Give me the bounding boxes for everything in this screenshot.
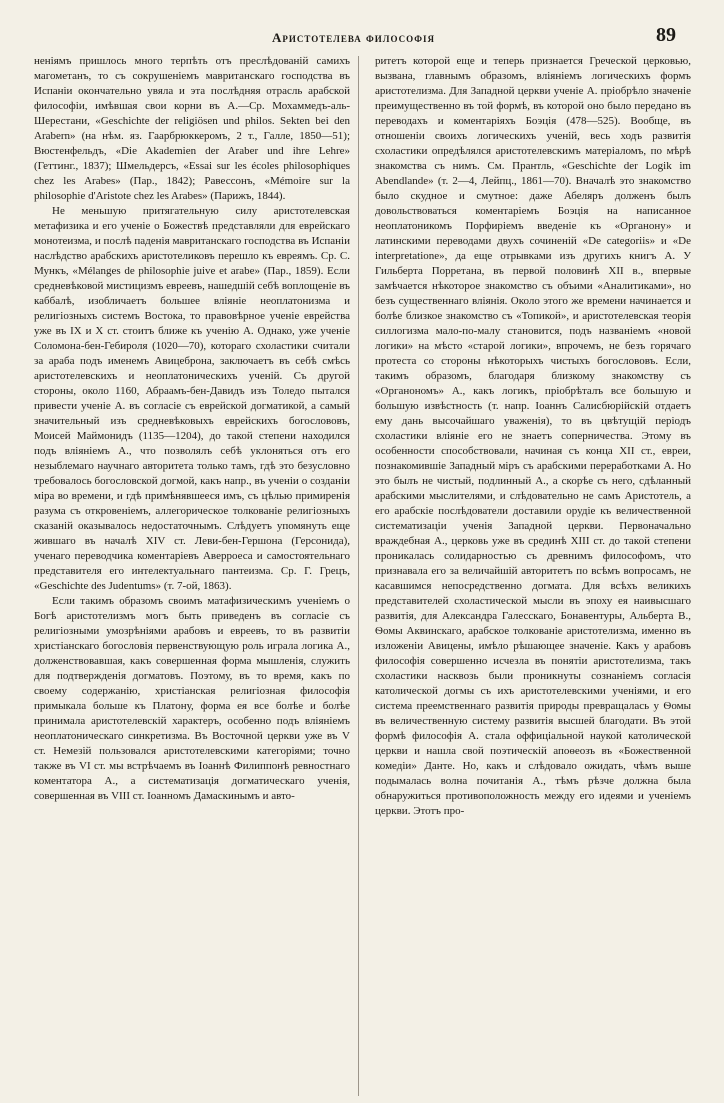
paragraph: Если такимъ образомъ своимъ матафизическимъ ученіемъ о Богѣ аристотелизмъ могъ быть приведенъ въ согласіе съ религіозными умозрѣніями арабовъ и евреевъ, то въ развитіи христіанскаго богословія первенствующую роль играла логика А., долженствовавшая, какъ совершенная форма мышленія, служить для подтвержденія догматовъ. Поэтому, въ то время, какъ по своему содержанію, христіанская религіозная философія примыкала больше къ Платону, форма ея все болѣе и болѣе принимала аристотелевскій характеръ, особенно подъ вліяніемъ неоплатоническаго синкретизма. Въ Восточной церкви уже въ V ст. Немезій пользовался аристотелевскими категоріями; точно также въ VI ст. мы встрѣчаемъ въ Іоаннѣ Филиппонѣ ревностнаго коментатора А., а систематизація догматическаго ученія, совершенная въ VIII ст. Іоанномъ Дамаскинымъ и авто-: [34, 595, 350, 802]
paragraph: неніямъ пришлось много терпѣть отъ преслѣдованій самихъ магометанъ, то съ сокрушеніемъ мавританскаго господства въ Испаніи окончательно увяла и эта послѣдняя отрасль арабской философіи, имѣвшая свои корни въ А.—Ср. Мохаммедъ-аль-Шерестани, «Geschichte der religiösen und philos. Sekten bei den Arabern» (на нѣм. яз. Гаарбрюккеромъ, 2 т., Галле, 1850—51); Вюстенфельдъ, «Die Akademien der Araber und ihre Lehre» (Геттинг., 1837); Шмельдерсъ, «Essai sur les écoles philosophiques chez les Arabes» (Пар., 1842); Равессонъ, «Mémoire sur la philosophie d'Aristote chez les Arabes» (Парижъ, 1844).: [34, 55, 350, 202]
left-column: [34, 54, 350, 804]
running-head: [0, 24, 724, 50]
page-number: 89: [656, 24, 676, 46]
column-divider: [358, 56, 359, 1096]
paragraph: ритетъ которой еще и теперь признается Греческой церковью, вызвана, главнымъ образомъ, вліяніемъ логическихъ формъ аристотелизма. Для Западной церкви ученіе А. пріобрѣло значеніе преимущественно въ той формѣ, въ которой оно было передано въ переводахъ и коментаріяхъ Боэція (478—525). Вообще, въ отношеніи своихъ логическихъ ученій, весь ходъ развитія схоластики опредѣлялся аристотелевскимъ матеріаломъ, по мѣрѣ знакомства съ нимъ. См. Прантль, «Geschichte der Logik im Abendlande» (т. 2—4, Лейпц., 1861—70). Вначалѣ это знакомство было скудное и смутное: даже Абеляръ долженъ былъ довольствоваться коментаріемъ Боэція на написанное неоплатоникомъ Порфиріемъ введеніе къ «Органону» и латинскими переводами двухъ сочиненій «De categoriis» и «De interpretatione», да еще отрывками изъ другихъ книгъ А. У Гильберта Порретана, въ первой половинѣ XII в., впервые замѣчается нѣкоторое знакомство съ объими «Аналитиками», но безъ существеннаго вліянія. Около этого же времени начинается и болѣе близкое знакомство съ «Топикой», и аристотелевская теорія силлогизма мало-по-малу становится, подъ названіемъ «новой логики» на мѣсто «старой логики», впрочемъ, не безъ горячаго протеста со стороны нѣкоторыхъ чистыхъ богослововъ. Если, такимъ образомъ, благодаря близкому знакомству съ «Органономъ» А., какъ логикъ, пріобрѣталъ все большую и большую извѣстность (т. напр. Іоаннъ Салисбюрійскій отдаетъ ему дань высочайшаго уваженія), то въ цвѣтущій періодъ схоластики вліяніе его не знаетъ соперничества. Этому въ особенности способствовали, начиная съ конца XII ст., евреи, познакомившіе Западный міръ съ арабскими переработками А. Но это былъ не чистый, подлинный А., а скорѣе съ него, сдѣланный арабскими мыслителями, и слѣдовательно не самъ Аристотель, а его арабскіе послѣдователи доставили орудіе къ величественной систематизаціи ученія Западной церкви. Первоначально враждебная А., церковь уже въ срединѣ XIII ст. до такой степени проникалась солидарностью съ древнимъ философомъ, что признавала его за величайшій авторитетъ по всѣмъ вопросамъ, не касавшимся непосредственно догмата. Для всѣхъ великихъ представителей схоластической мысли въ эпоху ея наивысшаго развитія, для Александра Галесскаго, Бонавентуры, Альберта В., Ѳомы Аквинскаго, арабское толкованіе аристотелизма, именно въ изложеніи Авицены, имѣло рѣшающее значеніе. Какъ у арабовъ философія совершенно исчезла въ понятіи аристотелизма, такъ схоластики насквозь были проникнуты сознаніемъ согласія католической догмы съ ихъ аристотелевскими ученіями, и его система преемственнаго развитія природы превращалась у Ѳомы въ величественную систему развитія высшей благодати. Въ этой формѣ философія А. стала оффиціальной наукой католической церкви и нашла свой поэтическій апоѳеозъ въ «Божественной комедіи» Данте. Но, какъ и слѣдовало ожидать, чѣмъ выше подымалась волна почитанія А., тѣмъ рѣзче должна была обнаружиться противоположность между его идеями и ученіемъ церкви. Этотъ про-: [375, 55, 691, 817]
right-column: [375, 54, 691, 819]
paragraph: Не меньшую притягательную силу аристотелевская метафизика и его ученіе о Божествѣ представляли для еврейскаго монотеизма, и послѣ паденія мавританскаго господства въ Испаніи наслѣдство арабскихъ аристотеликовъ перешло къ евреямъ. Ср. С. Мункъ, «Mélanges de philosophie juive et arabe» (Пар., 1859). Если средневѣковой мистицизмъ евреевъ, нашедшій себѣ воплощеніе въ каббалѣ, изобличаетъ большее вліяніе неоплатонизма и религіозныхъ системъ Востока, то правовѣрное ученіе еврейства уже въ IX и X ст. стоитъ ближе къ ученію А. Однако, уже ученіе Соломона-бен-Гебироля (1020—70), котораго схоластики считали за араба подъ именемъ Авицеброна, заключаетъ въ себѣ смѣсь аристотелевскихъ и неоплатоническихъ ученій. Съ другой стороны, около 1160, Абраамъ-бен-Давидъ изъ Толедо пытался привести ученіе А. въ согласіе съ еврейской догматикой, а самый значительный изъ средневѣковыхъ еврейскихъ богослововъ, Моисей Маймонидъ (1135—1204), до такой степени находился подъ вліяніемъ А., что позволялъ себѣ уклоняться отъ его незыблемаго научнаго авторитета только тамъ, гдѣ это безусловно требовалось богословской догмой, какъ напр., въ ученіи о созданіи міра во времени, и гдѣ примѣнявшееся имъ, съ цѣлью примиренія разума съ откровеніемъ, аллегорическое толкованіе религіозныхъ сказаній оказывалось недостаточнымъ. Слѣдуетъ упомянуть еще жившаго въ началѣ XIV ст. Леви-бен-Гершона (Герсонида), ученаго переводчика коментаріевъ Аверроеса и самостоятельнаго представителя его интелектуальнаго пантеизма. Ср. Г. Грецъ, «Geschichte des Judentums» (т. 7-ой, 1863).: [34, 205, 350, 592]
running-title: Аристотелева философія: [272, 30, 435, 45]
